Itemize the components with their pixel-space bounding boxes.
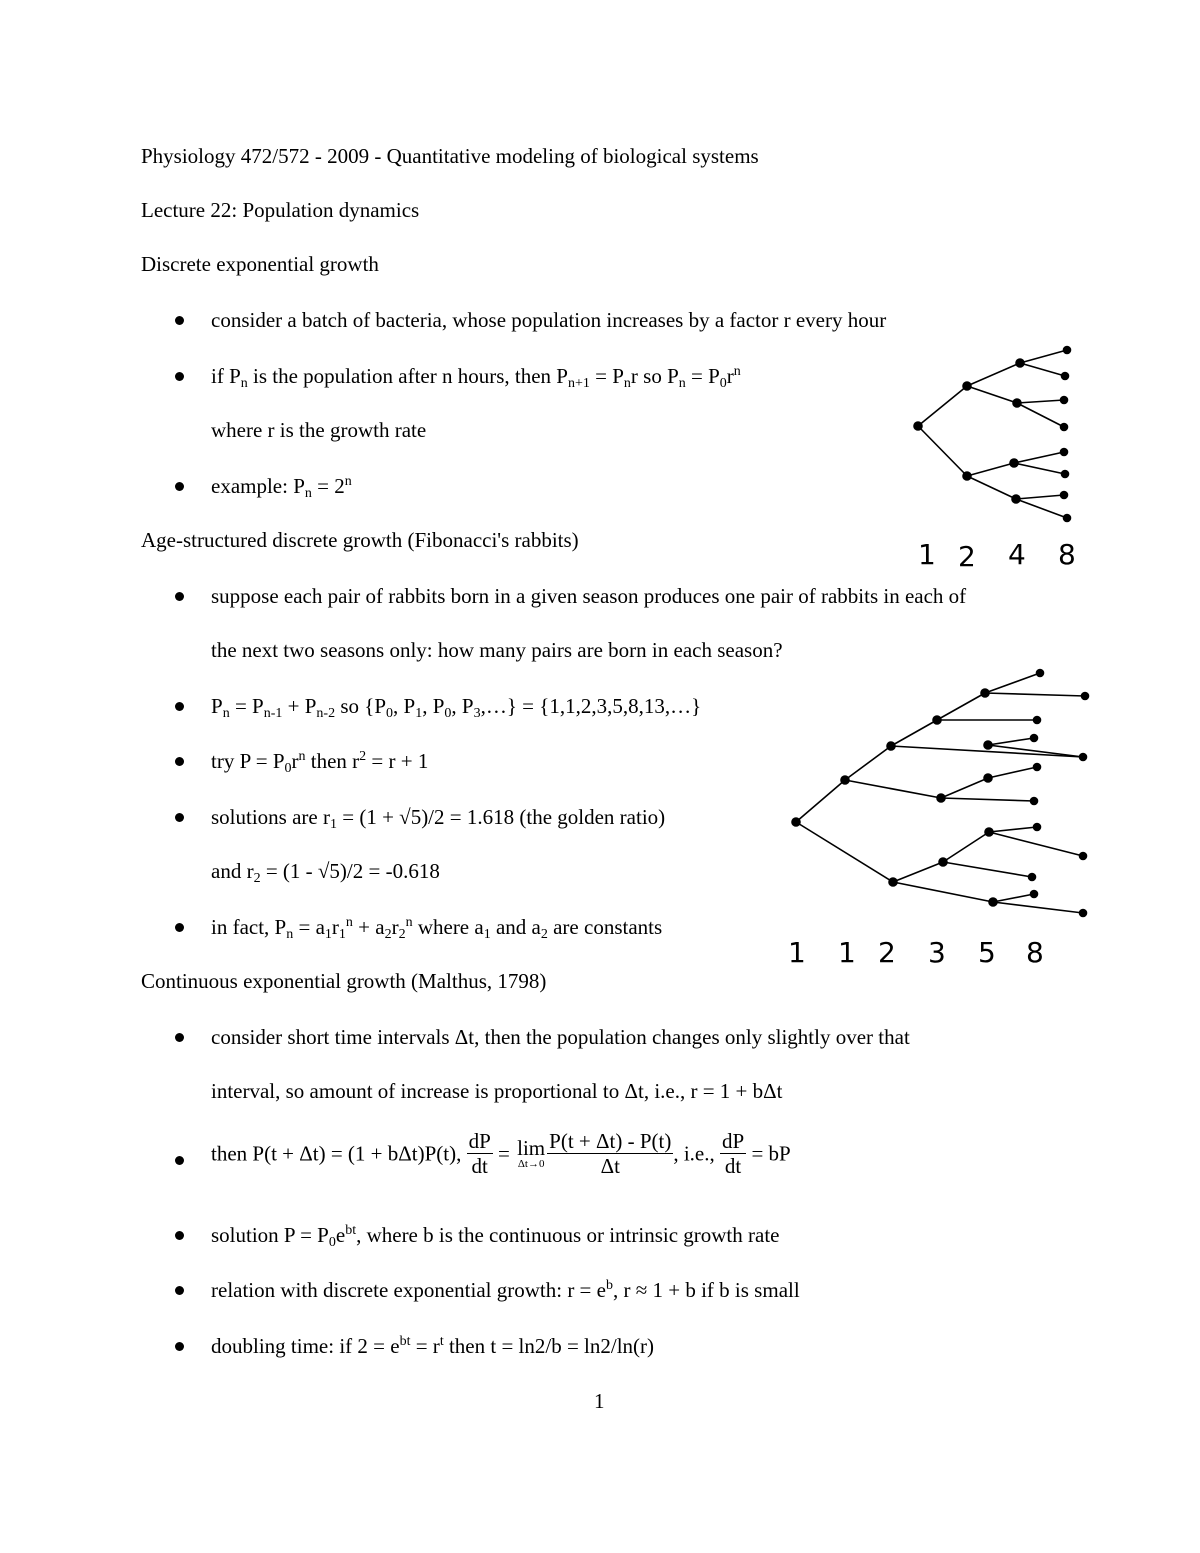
tree-generation-label: 1 [918, 538, 936, 571]
tree-branch [943, 862, 1032, 877]
tree-branch [893, 882, 993, 902]
document-header: Physiology 472/572 - 2009 - Quantitative modeling of biological systems [141, 144, 759, 168]
tree-node [792, 818, 800, 826]
list-item-continuation: where r is the growth rate [211, 418, 427, 442]
tree-node [1080, 910, 1087, 917]
tree-branch [985, 673, 1040, 693]
tree-branch [941, 798, 1034, 801]
tree-branch [937, 693, 985, 720]
tree-generation-label: 1 [838, 936, 856, 969]
list-item: in fact, $P_n = a_1r_1^n + a_2r_2^n$ where $a_1$ and $a_2$ are constants [211, 915, 663, 942]
limit: lim Δt→0 [517, 1135, 546, 1170]
tree-node [1031, 798, 1038, 805]
list-item-equation: then P(t + Δt) = (1 + bΔt)P(t), $\frac{dP}{dt}$ = lim Δt→0 $\frac{P(t + \Delta t) - P(t)}{\Delta t}$ , i.e., $\frac{dP}{dt}$ = bP [211, 1129, 791, 1178]
tree-generation-label: 3 [928, 936, 946, 969]
tree-node [984, 741, 992, 749]
tree-node [1082, 693, 1089, 700]
tree-branch [988, 745, 1083, 757]
tree-branch [993, 894, 1034, 902]
tree-node [1034, 764, 1041, 771]
tree-generation-label: 4 [1008, 538, 1026, 571]
list-item: consider a batch of bacteria, whose population increases by a factor r every hour [211, 308, 887, 332]
tree-branch [989, 827, 1037, 832]
tree-node [937, 794, 945, 802]
fraction-dp-dt: $\frac{dP}{dt}$ [722, 1129, 745, 1178]
tree-node [981, 689, 989, 697]
tree-node [1031, 735, 1038, 742]
section-title-fibonacci: Age-structured discrete growth (Fibonacci's rabbits) [141, 528, 579, 552]
list-item-continuation: and $r_2 = (1 - √5)/2 = -0.618$ [211, 859, 440, 886]
tree-node [989, 898, 997, 906]
tree-node [887, 742, 895, 750]
tree-node [1080, 754, 1087, 761]
list-item: solution $P = P_0e^{bt}$, where b is the continuous or intrinsic growth rate [211, 1223, 780, 1250]
list-item: example: $P_n = 2^n$ [211, 474, 352, 501]
tree-branch [941, 778, 988, 798]
tree-branch [988, 738, 1034, 745]
tree-node [984, 774, 992, 782]
tree-node [933, 716, 941, 724]
tree-node [1037, 670, 1044, 677]
tree-generation-label: 2 [878, 936, 896, 969]
list-item: $P_n = P_{n-1} + P_{n-2}$ so {$P_0$, $P_1$, $P_0$, $P_3,\dots$} = {1,1,2,3,5,8,13,…} [211, 694, 702, 721]
tree-node [1031, 891, 1038, 898]
list-item: consider short time intervals Δt, then the population changes only slightly over that [211, 1025, 910, 1049]
fraction-difference-quotient: $\frac{P(t + \Delta t) - P(t)}{\Delta t}$ [549, 1129, 672, 1178]
tree-branch [891, 720, 937, 746]
list-item: doubling time: if $2 = e^{bt} = r^t$ then t = ln2/b = ln2/ln(r) [211, 1334, 655, 1358]
list-item: relation with discrete exponential growth: $r = e^b$, r ≈ 1 + b if b is small [211, 1278, 800, 1302]
tree-branch [845, 780, 941, 798]
list-item: try $P = P_0r^n$ then $r^2 = r + 1$ [211, 749, 429, 776]
tree-generation-label: 2 [958, 540, 976, 573]
tree-node [1029, 874, 1036, 881]
fraction-dp-dt: $\frac{dP}{dt}$ [468, 1129, 491, 1178]
tree-node [841, 776, 849, 784]
list-item: solutions are $r_1 = (1 + √5)/2 = 1.618$ (the golden ratio) [211, 805, 666, 832]
tree-branch [988, 767, 1037, 778]
tree-generation-label: 8 [1058, 538, 1076, 571]
list-item-continuation: the next two seasons only: how many pairs are born in each season? [211, 638, 783, 662]
section-title-continuous: Continuous exponential growth (Malthus, 1798) [141, 969, 547, 993]
list-item-continuation: interval, so amount of increase is proportional to Δt, i.e., r = 1 + bΔt [211, 1079, 783, 1103]
list-item: suppose each pair of rabbits born in a given season produces one pair of rabbits in each of [211, 584, 967, 608]
list-item: if $P_n$ is the population after n hours, then $P_{n+1} = P_nr$ so $P_n = P_0r^n$ [211, 364, 741, 391]
tree-generation-label: 1 [788, 936, 806, 969]
tree-node [939, 858, 947, 866]
tree-node [889, 878, 897, 886]
lecture-title: Lecture 22: Population dynamics [141, 198, 420, 222]
tree-node [1034, 717, 1041, 724]
tree-branch [845, 746, 891, 780]
tree-node [1080, 853, 1087, 860]
tree-branch [893, 862, 943, 882]
tree-node [1034, 824, 1041, 831]
tree-branch [796, 822, 893, 882]
tree-generation-label: 8 [1026, 936, 1044, 969]
tree-generation-label: 5 [978, 936, 996, 969]
page-number: 1 [594, 1389, 605, 1413]
tree-branch [989, 832, 1083, 856]
section-title-discrete: Discrete exponential growth [141, 252, 379, 276]
tree-branch [943, 832, 989, 862]
tree-node [985, 828, 993, 836]
tree-branch [985, 693, 1085, 696]
tree-branch [796, 780, 845, 822]
tree-branch [993, 902, 1083, 913]
